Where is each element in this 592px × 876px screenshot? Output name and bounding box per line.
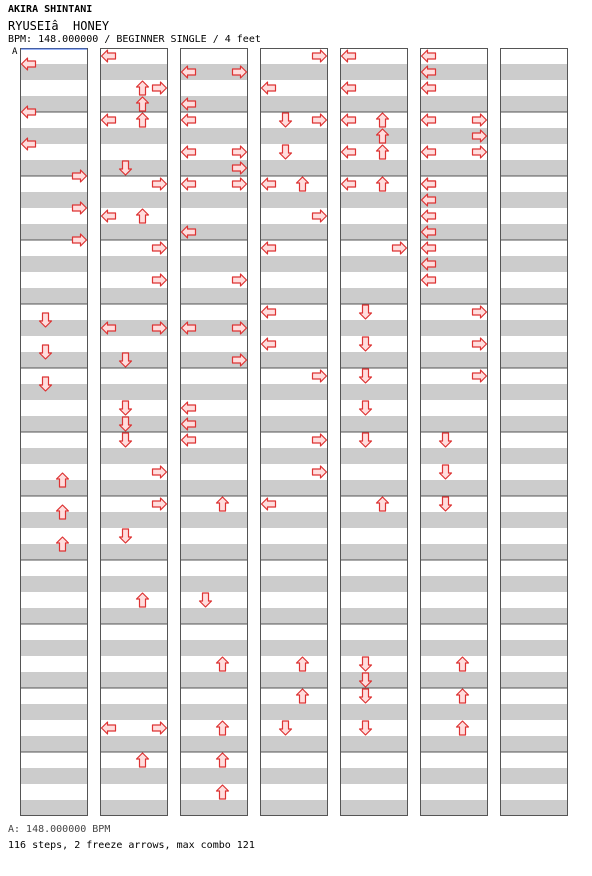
row-stripe <box>180 192 248 208</box>
row-stripe <box>180 704 248 720</box>
row-stripe <box>420 480 488 496</box>
row-stripe <box>420 384 488 400</box>
row-stripe <box>260 224 328 240</box>
chart-column <box>500 48 568 816</box>
row-stripe <box>340 224 408 240</box>
row-stripe <box>420 512 488 528</box>
chart-column <box>260 48 328 816</box>
row-stripe <box>420 448 488 464</box>
row-stripe <box>260 320 328 336</box>
row-stripe <box>340 640 408 656</box>
row-stripe <box>20 448 88 464</box>
row-stripe <box>180 480 248 496</box>
row-stripe <box>180 640 248 656</box>
row-stripe <box>500 608 568 624</box>
row-stripe <box>420 640 488 656</box>
row-stripe <box>260 96 328 112</box>
chart-column <box>180 48 248 816</box>
row-stripe <box>500 128 568 144</box>
row-stripe <box>500 192 568 208</box>
row-stripe <box>260 160 328 176</box>
row-stripe <box>100 96 168 112</box>
row-stripe <box>340 128 408 144</box>
row-stripe <box>420 96 488 112</box>
row-stripe <box>260 768 328 784</box>
row-stripe <box>500 288 568 304</box>
row-stripe <box>100 704 168 720</box>
row-stripe <box>260 384 328 400</box>
row-stripe <box>100 192 168 208</box>
row-stripe <box>500 512 568 528</box>
row-stripe <box>100 672 168 688</box>
row-stripe <box>500 768 568 784</box>
row-stripe <box>180 512 248 528</box>
row-stripe <box>340 416 408 432</box>
row-stripe <box>260 608 328 624</box>
row-stripe <box>340 576 408 592</box>
row-stripe <box>100 576 168 592</box>
row-stripe <box>500 672 568 688</box>
row-stripe <box>20 480 88 496</box>
row-stripe <box>500 544 568 560</box>
row-stripe <box>180 672 248 688</box>
chart-column <box>100 48 168 816</box>
row-stripe <box>340 96 408 112</box>
row-stripe <box>100 480 168 496</box>
chart-column <box>340 48 408 816</box>
row-stripe <box>500 480 568 496</box>
row-stripe <box>340 64 408 80</box>
row-stripe <box>340 544 408 560</box>
row-stripe <box>20 384 88 400</box>
row-stripe <box>20 704 88 720</box>
row-stripe <box>180 384 248 400</box>
row-stripe <box>100 128 168 144</box>
row-stripe <box>500 640 568 656</box>
row-stripe <box>20 672 88 688</box>
row-stripe <box>260 640 328 656</box>
row-stripe <box>260 544 328 560</box>
row-stripe <box>500 160 568 176</box>
row-stripe <box>260 512 328 528</box>
row-stripe <box>500 352 568 368</box>
row-stripe <box>260 576 328 592</box>
row-stripe <box>420 320 488 336</box>
row-stripe <box>20 576 88 592</box>
row-stripe <box>100 288 168 304</box>
row-stripe <box>180 768 248 784</box>
row-stripe <box>180 288 248 304</box>
row-stripe <box>420 352 488 368</box>
row-stripe <box>100 256 168 272</box>
row-stripe <box>340 320 408 336</box>
row-stripe <box>100 512 168 528</box>
row-stripe <box>20 352 88 368</box>
row-stripe <box>340 384 408 400</box>
row-stripe <box>340 512 408 528</box>
row-stripe <box>100 640 168 656</box>
row-stripe <box>420 576 488 592</box>
row-stripe <box>260 800 328 816</box>
row-stripe <box>500 256 568 272</box>
chart-stats: 116 steps, 2 freeze arrows, max combo 121 <box>8 840 255 851</box>
row-stripe <box>340 256 408 272</box>
row-stripe <box>260 672 328 688</box>
row-stripe <box>100 736 168 752</box>
bpm-marker-label: A <box>12 47 18 57</box>
row-stripe <box>500 320 568 336</box>
row-stripe <box>260 480 328 496</box>
row-stripe <box>340 160 408 176</box>
row-stripe <box>260 288 328 304</box>
row-stripe <box>500 224 568 240</box>
row-stripe <box>180 608 248 624</box>
row-stripe <box>180 448 248 464</box>
row-stripe <box>420 608 488 624</box>
row-stripe <box>260 256 328 272</box>
row-stripe <box>180 736 248 752</box>
row-stripe <box>180 256 248 272</box>
row-stripe <box>340 448 408 464</box>
row-stripe <box>260 704 328 720</box>
row-stripe <box>100 608 168 624</box>
row-stripe <box>260 736 328 752</box>
row-stripe <box>20 320 88 336</box>
row-stripe <box>340 192 408 208</box>
row-stripe <box>20 608 88 624</box>
bpm-legend: A: 148.000000 BPM <box>8 824 111 835</box>
row-stripe <box>20 768 88 784</box>
row-stripe <box>100 384 168 400</box>
row-stripe <box>420 416 488 432</box>
row-stripe <box>420 736 488 752</box>
row-stripe <box>100 160 168 176</box>
row-stripe <box>20 416 88 432</box>
row-stripe <box>500 736 568 752</box>
row-stripe <box>100 800 168 816</box>
row-stripe <box>100 544 168 560</box>
row-stripe <box>20 736 88 752</box>
row-stripe <box>180 576 248 592</box>
row-stripe <box>420 672 488 688</box>
row-stripe <box>420 544 488 560</box>
row-stripe <box>20 512 88 528</box>
row-stripe <box>260 352 328 368</box>
row-stripe <box>20 640 88 656</box>
row-stripe <box>340 800 408 816</box>
row-stripe <box>100 352 168 368</box>
row-stripe <box>500 800 568 816</box>
row-stripe <box>100 224 168 240</box>
row-stripe <box>420 800 488 816</box>
row-stripe <box>260 416 328 432</box>
row-stripe <box>20 544 88 560</box>
song-title: RYUSEIâ HONEY <box>8 19 110 33</box>
row-stripe <box>260 64 328 80</box>
row-stripe <box>340 768 408 784</box>
row-stripe <box>340 608 408 624</box>
chart-column <box>420 48 488 816</box>
row-stripe <box>500 64 568 80</box>
row-stripe <box>500 704 568 720</box>
row-stripe <box>340 288 408 304</box>
row-stripe <box>420 704 488 720</box>
row-stripe <box>20 288 88 304</box>
row-stripe <box>260 128 328 144</box>
row-stripe <box>180 128 248 144</box>
row-stripe <box>20 256 88 272</box>
chart-column <box>20 48 88 816</box>
row-stripe <box>500 448 568 464</box>
row-stripe <box>260 192 328 208</box>
row-stripe <box>340 352 408 368</box>
row-stripe <box>420 768 488 784</box>
row-stripe <box>500 96 568 112</box>
row-stripe <box>100 416 168 432</box>
chart-info: BPM: 148.000000 / BEGINNER SINGLE / 4 feet <box>8 34 261 45</box>
artist-name: AKIRA SHINTANI <box>8 4 93 15</box>
row-stripe <box>340 480 408 496</box>
row-stripe <box>340 736 408 752</box>
row-stripe <box>340 672 408 688</box>
row-stripe <box>500 416 568 432</box>
row-stripe <box>180 800 248 816</box>
row-stripe <box>420 160 488 176</box>
row-stripe <box>500 384 568 400</box>
row-stripe <box>100 448 168 464</box>
row-stripe <box>100 768 168 784</box>
row-stripe <box>20 800 88 816</box>
row-stripe <box>180 544 248 560</box>
row-stripe <box>100 64 168 80</box>
row-stripe <box>500 576 568 592</box>
row-stripe <box>340 704 408 720</box>
row-stripe <box>260 448 328 464</box>
row-stripe <box>420 288 488 304</box>
